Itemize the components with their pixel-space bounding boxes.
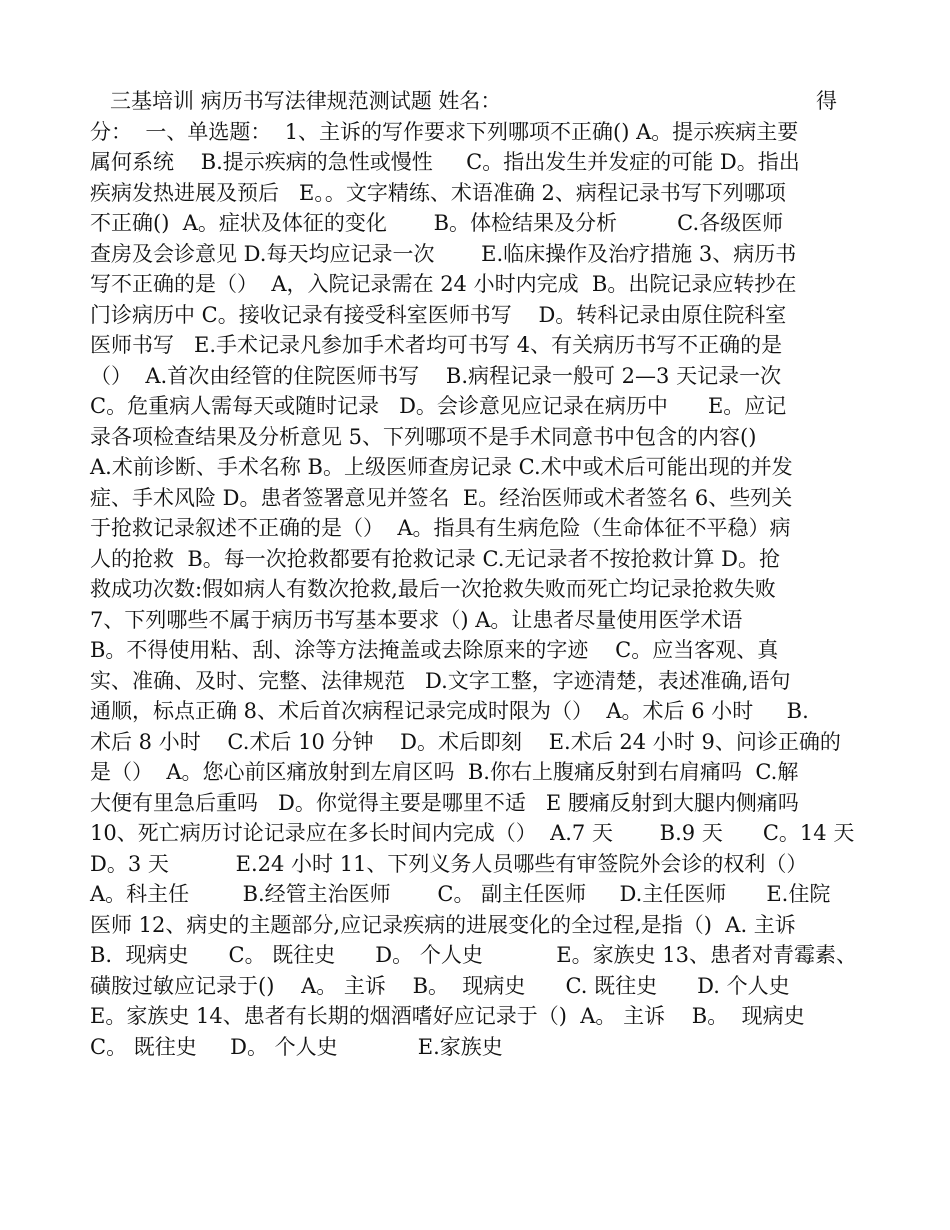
header-line (90, 86, 860, 117)
score-label: 得 (816, 89, 837, 113)
text-line: （） A.首次由经管的住院医师书写 B.病程记录一般可 2—3 天记录一次 (90, 363, 782, 388)
text-line: D。3 天 E.24 小时 11、下列义务人员哪些有审签院外会诊的权利（） (90, 851, 808, 876)
text-line: 术后 8 小时 C.术后 10 分钟 D。术后即刻 E.术后 24 小时 9、问诊正确的 (90, 729, 841, 754)
exam-title-line: 三基培训 病历书写法律规范测试题 姓名： (90, 89, 502, 113)
text-line: 大便有里急后重吗 D。你觉得主要是哪里不适 E 腰痛反射到大腿内侧痛吗 (90, 790, 799, 815)
exam-text-block (90, 86, 860, 1062)
text-line: 是（） A。您心前区痛放射到左肩区吗 B.你右上腹痛反射到右肩痛吗 C.解 (90, 760, 799, 784)
text-line: A.术前诊断、手术名称 B。上级医师查房记录 C.术中或术后可能出现的并发 (90, 455, 793, 479)
text-line: 10、死亡病历讨论记录应在多长时间内完成（） A.7 天 B.9 天 C。14 天 (90, 821, 855, 845)
text-line: 门诊病历中 C。接收记录有接受科室医师书写 D。转科记录由原住院科室 (90, 302, 787, 327)
text-line: 症、手术风险 D。患者签署意见并签名 E。经治医师或术者签名 6、些列关 (90, 485, 793, 510)
text-line: 疾病发热进展及预后 E。。文字精练、术语准确 2、病程记录书写下列哪项 (90, 180, 786, 205)
text-line: 写不正确的是（） A，入院记录需在 24 小时内完成 B。出院记录应转抄在 (90, 272, 797, 296)
text-line: 磺胺过敏应记录于() A。 主诉 B。 现病史 C. 既往史 D. 个人史 (90, 973, 790, 998)
text-line: 7、下列哪些不属于病历书写基本要求（) A。让患者尽量使用医学术语 (90, 607, 743, 632)
text-line: C。危重病人需每天或随时记录 D。会诊意见应记录在病历中 E。应记 (90, 394, 787, 418)
text-line: 分： 一、单选题： 1、主诉的写作要求下列哪项不正确() A。提示疾病主要 (90, 119, 799, 144)
text-line: B. 现病史 C。 既往史 D。 个人史 E。家族史 13、患者对青霉素、 (90, 943, 857, 967)
text-line: 不正确() A。症状及体征的变化 B。体检结果及分析 C.各级医师 (90, 211, 784, 235)
text-line: 救成功次数:假如病人有数次抢救,最后一次抢救失败而死亡均记录抢救失败 (90, 577, 776, 601)
text-line: 录各项检查结果及分析意见 5、下列哪项不是手术同意书中包含的内容() (90, 424, 757, 449)
text-line: A。科主任 B.经管主治医师 C。 副主任医师 D.主任医师 E.住院 (90, 882, 831, 906)
text-line: 查房及会诊意见 D.每天均应记录一次 E.临床操作及治疗措施 3、病历书 (90, 241, 797, 266)
text-line: C。 既往史 D。 个人史 E.家族史 (90, 1034, 503, 1059)
text-line: 属何系统 B.提示疾病的急性或慢性 C。指出发生并发症的可能 D。指出 (90, 150, 800, 174)
text-line: B。不得使用粘、刮、涂等方法掩盖或去除原来的字迹 C。应当客观、真 (90, 638, 779, 662)
text-line: 实、准确、及时、完整、法律规范 D.文字工整，字迹清楚，表述准确,语句 (90, 668, 791, 693)
text-line: 人的抢救 B。每一次抢救都要有抢救记录 C.无记录者不按抢救计算 D。抢 (90, 546, 780, 571)
text-line: E。家族史 14、患者有长期的烟酒嗜好应记录于（) A。 主诉 B。 现病史 (90, 1004, 805, 1028)
text-line: 医师 12、病史的主题部分,应记录疾病的进展变化的全过程,是指（) A. 主诉 (90, 912, 796, 937)
text-line: 于抢救记录叙述不正确的是（） A。指具有生病危险（生命体征不平稳）病 (90, 516, 791, 540)
text-line: 医师书写 E.手术记录凡参加手术者均可书写 4、有关病历书写不正确的是 (90, 333, 783, 357)
text-line: 通顺，标点正确 8、术后首次病程记录完成时限为（） A。术后 6 小时 B. (90, 699, 809, 723)
